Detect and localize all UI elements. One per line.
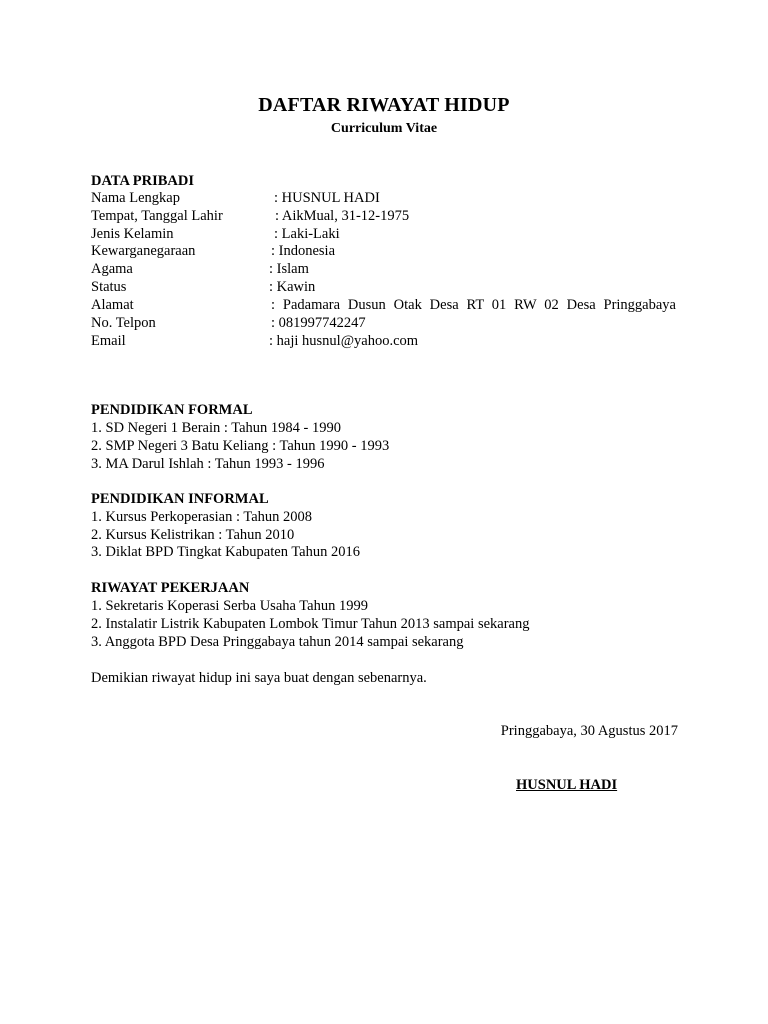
personal-label: No. Telpon <box>91 315 156 331</box>
section-heading-data-pribadi: DATA PRIBADI <box>91 173 194 189</box>
personal-row-birth <box>91 207 681 225</box>
personal-label: Status <box>91 279 127 295</box>
personal-row-email <box>91 332 681 350</box>
personal-label: Kewarganegaraan <box>91 243 196 259</box>
document-title: DAFTAR RIWAYAT HIDUP <box>258 94 510 116</box>
personal-row-address <box>91 296 681 314</box>
list-item: 2. SMP Negeri 3 Batu Keliang : Tahun 1990 - 1993 <box>91 438 390 454</box>
personal-label: Jenis Kelamin <box>91 226 174 242</box>
section-heading-riwayat-pekerjaan: RIWAYAT PEKERJAAN <box>91 580 250 596</box>
list-item: 1. Kursus Perkoperasian : Tahun 2008 <box>91 509 313 525</box>
personal-row-status <box>91 278 681 296</box>
personal-row-citizenship <box>91 242 681 260</box>
personal-value: : Islam <box>269 261 309 277</box>
personal-value: : Indonesia <box>271 243 336 259</box>
personal-row-name <box>91 189 681 207</box>
personal-value: : AikMual, 31-12-1975 <box>275 208 410 224</box>
list-item: 1. SD Negeri 1 Berain : Tahun 1984 - 1990 <box>91 420 342 436</box>
list-item: 3. Diklat BPD Tingkat Kabupaten Tahun 2016 <box>91 544 360 560</box>
place-date: Pringgabaya, 30 Agustus 2017 <box>500 723 678 739</box>
list-item: 3. MA Darul Ishlah : Tahun 1993 - 1996 <box>91 456 325 472</box>
personal-value: : Laki-Laki <box>274 226 340 242</box>
personal-label: Email <box>91 333 126 349</box>
document-subtitle: Curriculum Vitae <box>330 121 438 136</box>
section-heading-pendidikan-informal: PENDIDIKAN INFORMAL <box>91 491 269 507</box>
list-item: 3. Anggota BPD Desa Pringgabaya tahun 2014 sampai sekarang <box>91 634 464 650</box>
list-item: 2. Kursus Kelistrikan : Tahun 2010 <box>91 527 295 543</box>
personal-label: Alamat <box>91 297 134 313</box>
personal-row-religion <box>91 260 681 278</box>
personal-value: : HUSNUL HADI <box>274 190 380 206</box>
list-item: 2. Instalatir Listrik Kabupaten Lombok Timur Tahun 2013 sampai sekarang <box>91 616 530 632</box>
personal-row-phone <box>91 314 681 332</box>
personal-label: Agama <box>91 261 133 277</box>
closing-statement: Demikian riwayat hidup ini saya buat dengan sebenarnya. <box>91 670 427 686</box>
personal-value: : 081997742247 <box>271 315 366 331</box>
section-heading-pendidikan-formal: PENDIDIKAN FORMAL <box>91 402 253 418</box>
personal-value: : Padamara Dusun Otak Desa RT 01 RW 02 Desa Pringgabaya <box>271 297 676 313</box>
personal-label: Tempat, Tanggal Lahir <box>91 208 223 224</box>
personal-row-gender <box>91 225 681 243</box>
personal-value: : haji husnul@yahoo.com <box>269 333 419 349</box>
list-item: 1. Sekretaris Koperasi Serba Usaha Tahun 1999 <box>91 598 368 614</box>
personal-label: Nama Lengkap <box>91 190 180 206</box>
signature-name: HUSNUL HADI <box>516 777 618 793</box>
personal-value: : Kawin <box>269 279 316 295</box>
